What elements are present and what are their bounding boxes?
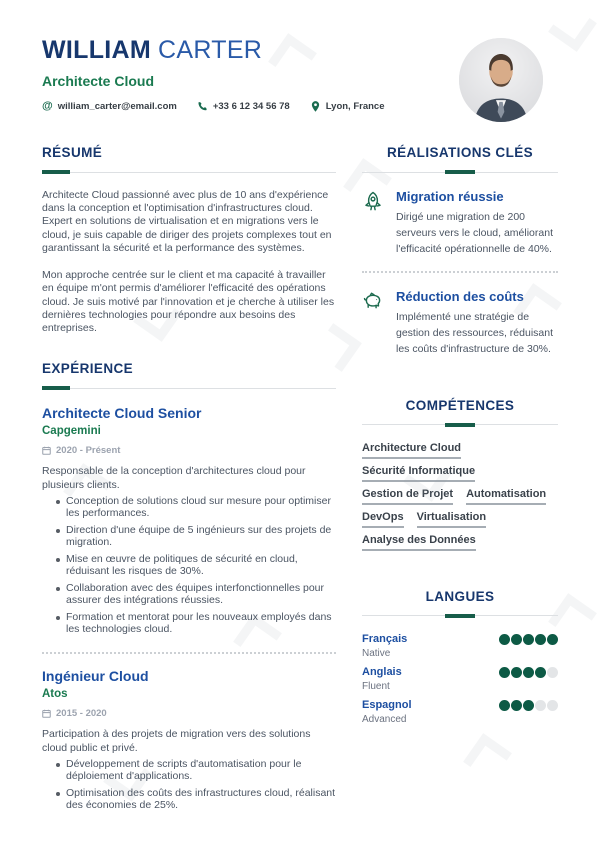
person-photo-placeholder [459,38,543,122]
proficiency-dots [499,700,558,711]
rocket-icon [362,190,384,212]
proficiency-dots [499,634,558,645]
bullet-item: Direction d'une équipe de 5 ingénieurs sur des projets de migration. [56,525,336,549]
achievements-heading: RÉALISATIONS CLÉS [386,145,534,160]
language-row [362,633,558,659]
dot-empty [547,667,558,678]
piggy-bank-icon [362,290,384,312]
resume-paragraph: Architecte Cloud passionné avec plus de 10 ans d'expérience dans la conception et l'optimisation d'infrastructures cloud. Expert en solutions de virtualisation et en migrations vers le cloud, je suis capable de diriger des projets complexes tout en garantissant la sécurité et la performance des systèmes. [42,189,332,254]
section-achievements [362,145,558,358]
language-name: Français [362,632,408,645]
contact-phone [197,101,290,112]
skills-list [362,442,558,551]
achievement-text: Implémenté une stratégie de gestion des ressources, réduisant les coûts d'infrastructure de 30%. [396,311,554,355]
section-skills [362,398,558,551]
bullet-item: Mise en œuvre de politiques de sécurité en cloud, réduisant les risques de 30%. [56,554,336,578]
section-experience [42,361,336,812]
language-level: Fluent [362,680,390,692]
language-level: Advanced [362,713,407,725]
achievement-item [362,289,558,357]
entry-divider [42,652,336,654]
dot-empty [535,700,546,711]
dot-filled [523,634,534,645]
date-row [42,708,336,719]
job-bullets [42,759,336,812]
achievement-body [396,189,558,257]
at-icon: @ [42,100,53,112]
last-name: CARTER [158,36,263,64]
first-name: WILLIAM [42,36,152,64]
avatar [459,38,543,122]
contact-email [42,101,177,112]
skill-tag: Architecture Cloud [362,442,461,459]
pin-icon [310,100,321,113]
proficiency-dots [499,667,558,678]
section-divider [362,614,558,618]
bullet-item: Optimisation des coûts des infrastructures cloud, réalisant des économies de 25%. [56,788,336,812]
skill-tag: Sécurité Informatique [362,465,475,482]
achievement-item [362,189,558,257]
skill-tag: Virtualisation [417,511,486,528]
language-level: Native [362,647,391,659]
contact-location [310,100,385,113]
job-entry [42,668,336,812]
section-divider [362,423,558,427]
languages-heading: LANGUES [425,588,495,604]
dot-filled [499,634,510,645]
experience-heading: EXPÉRIENCE [42,361,134,377]
achievement-title: Migration réussie [396,189,504,204]
skill-tag: Analyse des Données [362,534,476,551]
date-range: 2020 - Présent [56,445,121,457]
calendar-icon [42,709,51,718]
job-description: Responsable de la conception d'architectures cloud pour plusieurs clients. [42,465,306,491]
left-column [42,145,336,817]
language-row [362,666,558,692]
dot-filled [511,634,522,645]
right-column [362,145,558,817]
bullet-item: Développement de scripts d'automatisation pour le déploiement d'applications. [56,759,336,783]
skill-tag: DevOps [362,511,404,528]
location-text: Lyon, France [325,101,385,112]
dot-filled [523,700,534,711]
section-divider [42,386,336,390]
dot-filled [535,667,546,678]
company-name: Capgemini [42,425,101,438]
dot-filled [523,667,534,678]
job-bullets [42,496,336,636]
company-name: Atos [42,688,68,701]
skill-tag: Gestion de Projet [362,488,453,505]
section-divider [42,170,336,174]
calendar-icon [42,446,51,455]
job-entry [42,405,336,636]
dot-filled [499,667,510,678]
achievement-body [396,289,558,357]
language-name: Espagnol [362,698,412,711]
skills-heading: COMPÉTENCES [405,397,515,413]
resume-heading: RÉSUMÉ [42,145,103,160]
job-description: Participation à des projets de migration vers des solutions cloud public et privé. [42,728,311,754]
section-divider [362,170,558,174]
language-name: Anglais [362,665,402,678]
bullet-item: Conception de solutions cloud sur mesure pour optimiser les performances. [56,496,336,520]
skill-tag: Automatisation [466,488,546,505]
dot-filled [511,667,522,678]
job-title: Ingénieur Cloud [42,668,149,685]
achievement-title: Réduction des coûts [396,289,524,305]
bullet-item: Formation et mentorat pour les nouveaux employés dans les technologies cloud. [56,612,336,636]
language-row [362,699,558,725]
dot-filled [547,634,558,645]
header [0,0,600,113]
section-resume [42,145,336,335]
content-columns [0,145,600,817]
bullet-item: Collaboration avec des équipes interfonctionnelles pour assurer des intégrations réussies. [56,583,336,607]
date-range: 2015 - 2020 [56,708,107,720]
phone-icon [197,101,208,112]
phone-text: +33 6 12 34 56 78 [212,101,290,112]
entry-divider [362,271,558,273]
resume-paragraph: Mon approche centrée sur le client et ma capacité à travailler en équipe m'ont permis d'améliorer l'efficacité des opérations cloud. Je suis motivé par l'innovation et je cherche à utiliser les dernières technologies pour répondre aux besoins des entreprises. [42,269,335,334]
achievement-text: Dirigé une migration de 200 serveurs vers le cloud, améliorant l'efficacité opérationnelle de 40%. [396,211,553,255]
job-title-header: Architecte Cloud [42,73,155,89]
job-title: Architecte Cloud Senior [42,405,202,422]
section-languages [362,589,558,725]
dot-filled [499,700,510,711]
languages-list [362,633,558,725]
dot-filled [511,700,522,711]
dot-empty [547,700,558,711]
email-text: william_carter@email.com [57,101,177,112]
dot-filled [535,634,546,645]
date-row [42,445,336,456]
